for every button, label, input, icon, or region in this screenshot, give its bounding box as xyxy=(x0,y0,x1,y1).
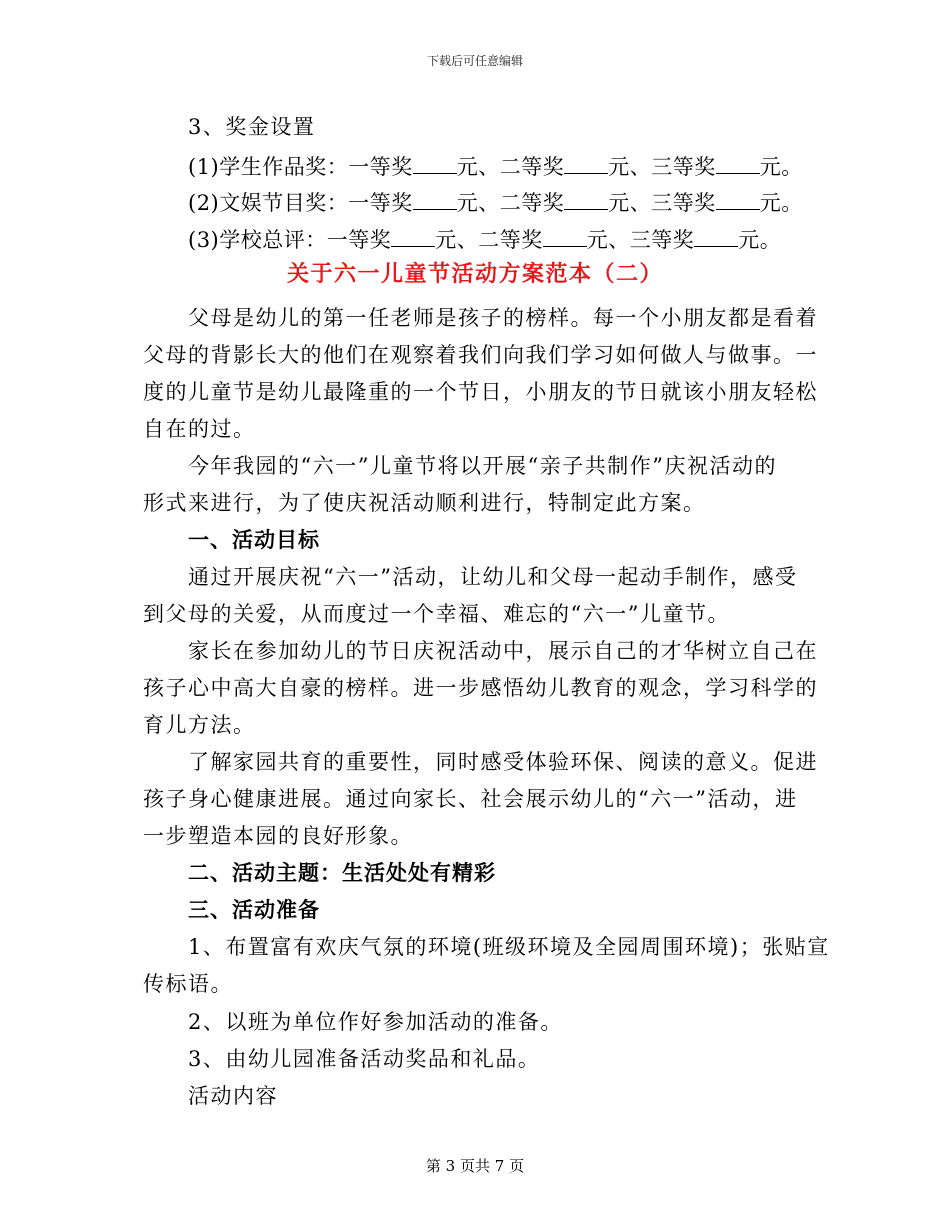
paragraph-line: 今年我园的“六一”儿童节将以开展“亲子共制作”庆祝活动的 xyxy=(188,454,777,478)
award-prize: 三等奖 xyxy=(651,191,716,215)
awards-heading: 3、奖金设置 xyxy=(188,115,316,139)
award-unit: 元、 xyxy=(456,191,500,215)
paragraph-line: 父母是幼儿的第一任老师是孩子的榜样。每一个小朋友都是看着 xyxy=(188,306,818,330)
paragraph-line: 度的儿童节是幼儿最隆重的一个节日，小朋友的节日就该小朋友轻松 xyxy=(143,380,818,404)
blank-line xyxy=(564,151,608,174)
paragraph-line: 家长在参加幼儿的节日庆祝活动中，展示自己的才华树立自己在 xyxy=(188,639,818,663)
award-unit: 元、 xyxy=(456,155,500,179)
paragraph-line: 一步塑造本园的良好形象。 xyxy=(143,824,413,848)
paragraph-line: 活动内容 xyxy=(188,1084,278,1108)
award-prize: 三等奖 xyxy=(629,228,695,252)
paragraph-line: 2、以班为单位作好参加活动的准备。 xyxy=(188,1010,563,1034)
paragraph-line: 形式来进行，为了使庆祝活动顺利进行，特制定此方案。 xyxy=(143,491,706,515)
award-label: (2)文娱节目奖： xyxy=(188,191,349,215)
section-heading: 二、活动主题：生活处处有精彩 xyxy=(188,860,496,885)
award-label: (3)学校总评： xyxy=(188,228,327,252)
award-unit: 元、 xyxy=(608,155,652,179)
blank-line xyxy=(543,224,587,247)
award-prize: 三等奖 xyxy=(651,155,716,179)
blank-line xyxy=(716,187,760,210)
blank-line xyxy=(391,224,435,247)
blank-line xyxy=(413,151,457,174)
paragraph-line: 通过开展庆祝“六一”活动，让幼儿和父母一起动手制作，感受 xyxy=(188,565,798,589)
award-row xyxy=(188,224,781,254)
paragraph-line: 父母的背影长大的他们在观察着我们向我们学习如何做人与做事。一 xyxy=(143,343,818,367)
paragraph-line: 了解家园共育的重要性，同时感受体验环保、阅读的意义。促进 xyxy=(188,750,818,774)
award-unit: 元、 xyxy=(586,228,630,252)
blank-line xyxy=(694,224,738,247)
blank-line xyxy=(413,187,457,210)
paragraph-line: 孩子身心健康进展。通过向家长、社会展示幼儿的“六一”活动，进 xyxy=(143,787,798,811)
award-unit: 元。 xyxy=(759,155,803,179)
award-unit: 元、 xyxy=(608,191,652,215)
award-prize: 一等奖 xyxy=(348,191,413,215)
section-heading: 一、活动目标 xyxy=(188,527,320,552)
document-title: 关于六一儿童节活动方案范本（二） xyxy=(286,261,663,287)
page-footer: 第 3 页共 7 页 xyxy=(425,1157,525,1175)
blank-line xyxy=(716,151,760,174)
award-prize: 一等奖 xyxy=(348,155,413,179)
paragraph-line: 传标语。 xyxy=(143,972,233,996)
award-unit: 元。 xyxy=(738,228,782,252)
paragraph-line: 自在的过。 xyxy=(143,417,256,441)
blank-line xyxy=(564,187,608,210)
paragraph-line: 到父母的关爱，从而度过一个幸福、难忘的“六一”儿童节。 xyxy=(143,602,730,626)
award-unit: 元。 xyxy=(759,191,803,215)
section-heading: 三、活动准备 xyxy=(188,897,320,922)
award-label: (1)学生作品奖： xyxy=(188,155,349,179)
award-prize: 一等奖 xyxy=(326,228,392,252)
award-unit: 元、 xyxy=(435,228,479,252)
paragraph-line: 孩子心中高大自豪的榜样。进一步感悟幼儿教育的观念，学习科学的 xyxy=(143,676,818,700)
paragraph-line: 育儿方法。 xyxy=(143,713,256,737)
paragraph-line: 3、由幼儿园准备活动奖品和礼品。 xyxy=(188,1047,541,1071)
award-prize: 二等奖 xyxy=(499,155,565,179)
award-prize: 二等奖 xyxy=(478,228,543,252)
page-header: 下载后可任意编辑 xyxy=(426,54,523,68)
award-row xyxy=(188,187,803,217)
paragraph-line: 1、布置富有欢庆气氛的环境(班级环境及全园周围环境)；张贴宣 xyxy=(188,935,830,959)
award-prize: 二等奖 xyxy=(499,191,565,215)
award-row xyxy=(188,151,803,181)
